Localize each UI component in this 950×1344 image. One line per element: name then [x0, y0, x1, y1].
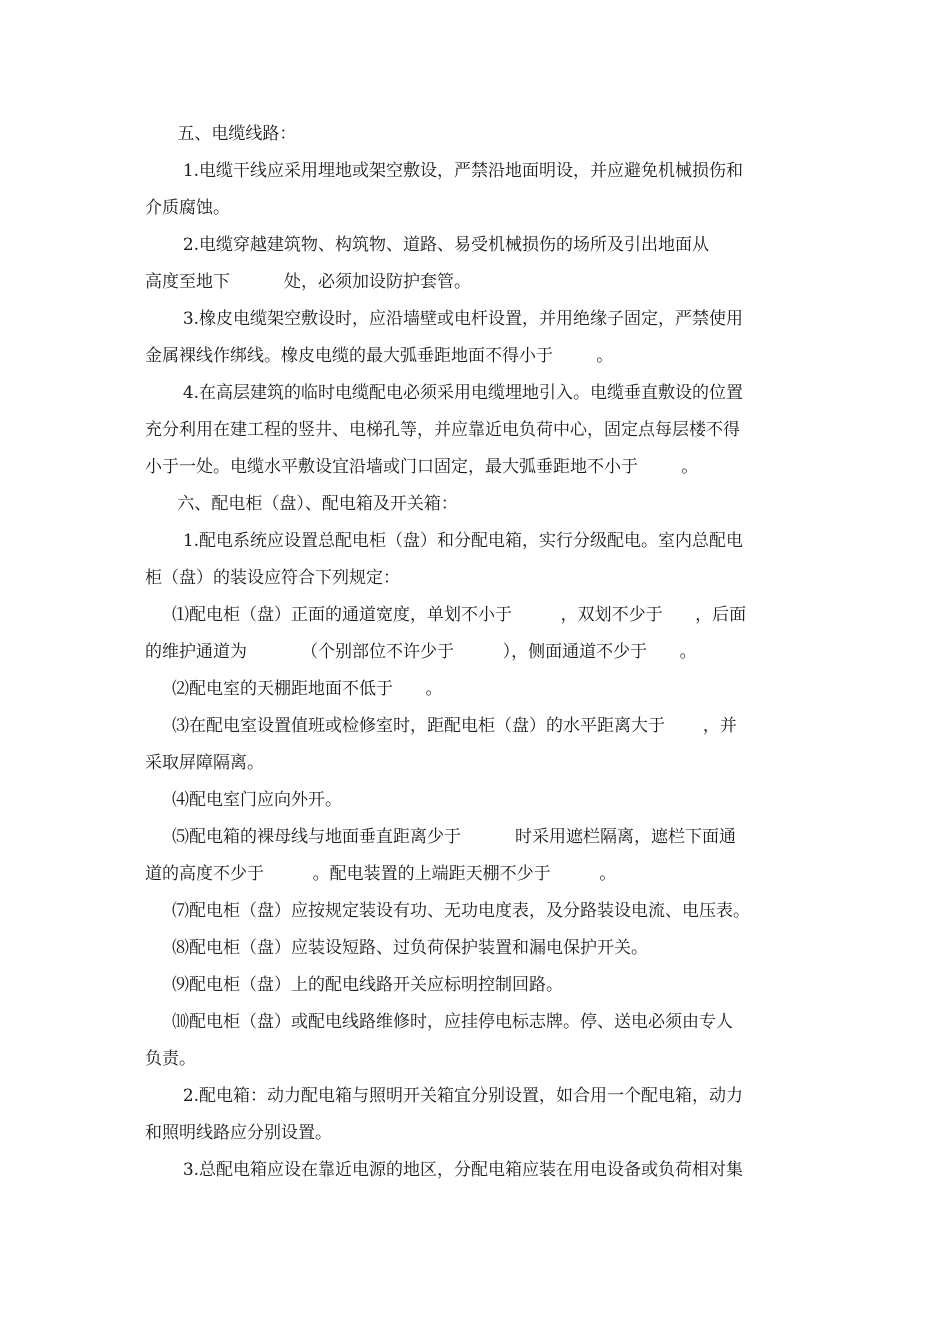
- paragraph-p6-1-9: [145, 967, 810, 1004]
- text-line: ⑵配电室的天棚距地面不低于 。: [145, 679, 443, 699]
- text-line: 充分利用在建工程的竖井、电梯孔等，并应靠近电负荷中心，固定点每层楼不得: [145, 420, 740, 440]
- text-line: 3.总配电箱应设在靠近电源的地区，分配电箱应装在用电设备或负荷相对集: [145, 1160, 744, 1180]
- paragraph-p6-3: [145, 1152, 810, 1189]
- paragraph-h6: [145, 486, 810, 523]
- text-line: ⑴配电柜（盘）正面的通道宽度，单划不小于 ，双划不少于 ，后面: [145, 605, 747, 625]
- paragraph-h5: [145, 116, 810, 153]
- text-line: 1.配电系统应设置总配电柜（盘）和分配电箱，实行分级配电。室内总配电: [145, 531, 744, 551]
- text-line: ⑶在配电室设置值班或检修室时，距配电柜（盘）的水平距离大于 ，并: [145, 716, 737, 736]
- paragraph-p6-1-4: [145, 782, 810, 819]
- paragraph-p6-2: [145, 1078, 810, 1152]
- text-line: 2.配电箱：动力配电箱与照明开关箱宜分别设置，如合用一个配电箱，动力: [145, 1086, 744, 1106]
- paragraph-p5-3: [145, 301, 810, 375]
- text-line: 采取屏障隔离。: [145, 753, 264, 773]
- paragraph-p5-1: [145, 153, 810, 227]
- paragraph-p6-1-7: [145, 893, 810, 930]
- text-line: 介质腐蚀。: [145, 198, 230, 218]
- text-line: ⑺配电柜（盘）应按规定装设有功、无功电度表，及分路装设电流、电压表。: [145, 901, 751, 921]
- text-line: ⑸配电箱的裸母线与地面垂直距离少于 时采用遮栏隔离，遮栏下面通: [145, 827, 737, 847]
- text-line: 的维护通道为 （个别部位不许少于 ），侧面通道不少于 。: [145, 642, 697, 662]
- paragraph-p5-2: [145, 227, 810, 301]
- text-line: 2.电缆穿越建筑物、构筑物、道路、易受机械损伤的场所及引出地面从: [145, 235, 710, 255]
- text-line: ⑻配电柜（盘）应装设短路、过负荷保护装置和漏电保护开关。: [145, 938, 649, 958]
- paragraph-p6-1-5: [145, 819, 810, 893]
- text-line: 负责。: [145, 1049, 196, 1069]
- document-body: [145, 116, 810, 1189]
- paragraph-p6-1-1: [145, 597, 810, 671]
- text-line: 小于一处。电缆水平敷设宜沿墙或门口固定，最大弧垂距地不小于 。: [145, 457, 699, 477]
- text-line: 1.电缆干线应采用埋地或架空敷设，严禁沿地面明设，并应避免机械损伤和: [145, 161, 744, 181]
- text-line: 金属裸线作绑线。橡皮电缆的最大弧垂距地面不得小于 。: [145, 346, 614, 366]
- text-line: 4.在高层建筑的临时电缆配电必须采用电缆埋地引入。电缆垂直敷设的位置: [145, 383, 744, 403]
- text-line: ⑷配电室门应向外开。: [145, 790, 343, 810]
- paragraph-p6-1-3: [145, 708, 810, 782]
- text-line: 六、配电柜（盘）、配电箱及开关箱：: [145, 494, 458, 514]
- paragraph-p6-1-2: [145, 671, 810, 708]
- paragraph-p6-1: [145, 523, 810, 597]
- paragraph-p5-4: [145, 375, 810, 486]
- paragraph-p6-1-8: [145, 930, 810, 967]
- text-line: 3.橡皮电缆架空敷设时，应沿墙壁或电杆设置，并用绝缘子固定，严禁使用: [145, 309, 744, 329]
- paragraph-p6-1-10: [145, 1004, 810, 1078]
- text-line: 柜（盘）的装设应符合下列规定：: [145, 568, 400, 588]
- text-line: 高度至地下 处，必须加设防护套管。: [145, 272, 472, 292]
- text-line: 道的高度不少于 。配电装置的上端距天棚不少于 。: [145, 864, 617, 884]
- text-line: 五、电缆线路：: [145, 124, 297, 144]
- text-line: ⑽配电柜（盘）或配电线路维修时，应挂停电标志牌。停、送电必须由专人: [145, 1012, 734, 1032]
- text-line: 和照明线路应分别设置。: [145, 1123, 332, 1143]
- text-line: ⑼配电柜（盘）上的配电线路开关应标明控制回路。: [145, 975, 564, 995]
